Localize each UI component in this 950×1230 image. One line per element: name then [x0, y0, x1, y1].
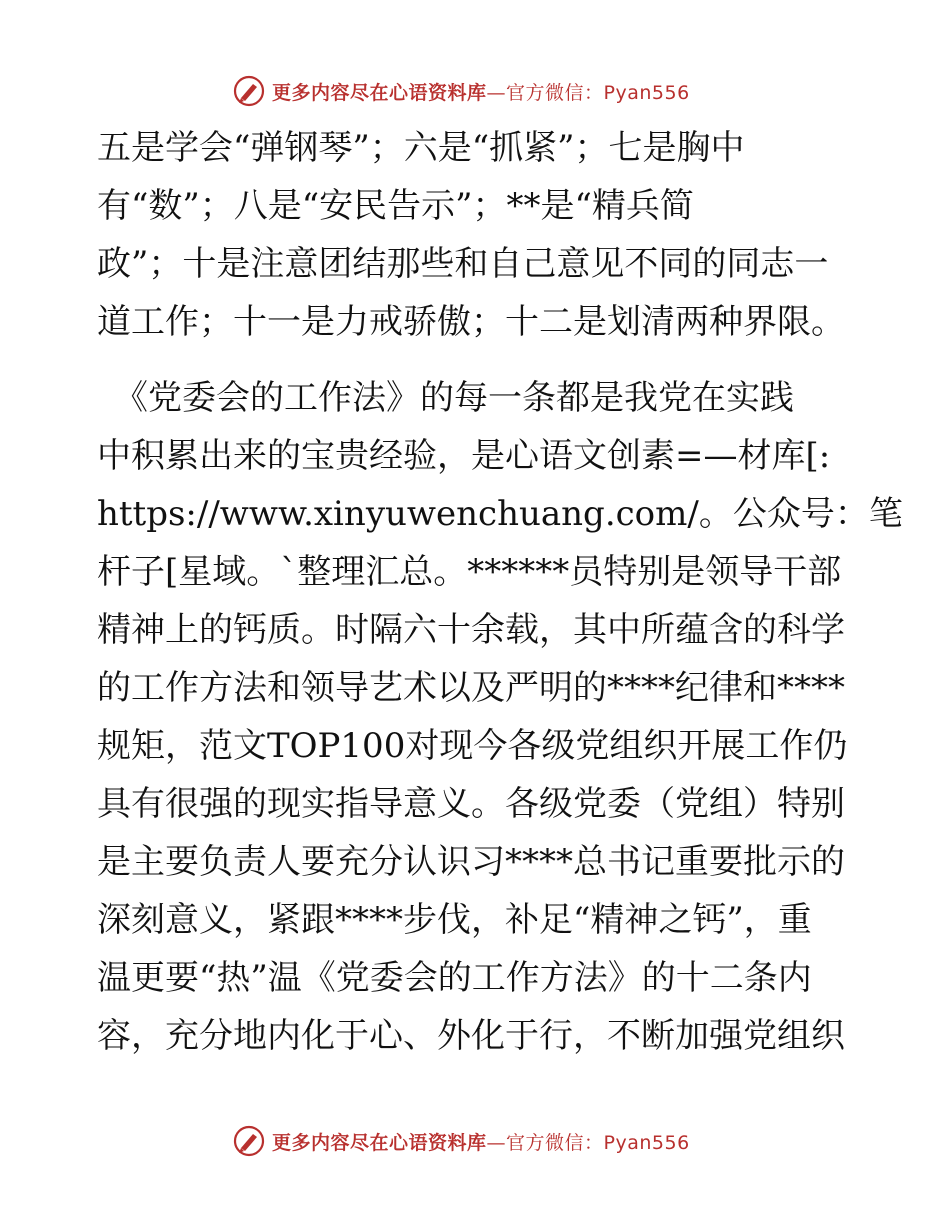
footer-watermark-banner	[0, 1120, 950, 1160]
header-banner-text	[272, 78, 690, 105]
header-banner-separator: —	[486, 82, 507, 104]
paragraph-2	[97, 369, 903, 1065]
document-body	[97, 119, 903, 1065]
text-line: 容，充分地内化于心、外化于行，不断加强党组织	[97, 1016, 845, 1056]
footer-banner-wechat: 官方微信：Pyan556	[506, 1132, 690, 1154]
paragraph-gap	[97, 351, 857, 369]
paragraph-1	[97, 119, 857, 351]
text-line: 深刻意义，紧跟****步伐，补足“精神之钙”，重	[97, 900, 812, 940]
text-line: 温更要“热”温《党委会的工作方法》的十二条内	[97, 958, 812, 998]
footer-banner-title: 更多内容尽在心语资料库	[272, 1132, 487, 1154]
footer-banner-text	[272, 1128, 690, 1155]
text-line: 《党委会的工作法》的每一条都是我党在实践	[97, 378, 794, 418]
text-line: 具有很强的现实指导意义。各级党委（党组）特别	[97, 784, 845, 824]
pen-logo-icon	[232, 1124, 266, 1158]
header-banner-wechat: 官方微信：Pyan556	[506, 82, 690, 104]
footer-banner-separator: —	[486, 1132, 507, 1154]
text-line: 杆子[星域。`整理汇总。******员特别是领导干部	[97, 552, 842, 592]
text-line: 精神上的钙质。时隔六十余载，其中所蕴含的科学	[97, 610, 845, 650]
pen-logo-icon	[232, 74, 266, 108]
header-banner-title: 更多内容尽在心语资料库	[272, 82, 487, 104]
text-line: 的工作方法和领导艺术以及严明的****纪律和****	[97, 668, 845, 708]
text-line: 政”；十是注意团结那些和自己意见不同的同志一	[97, 244, 829, 284]
text-line: https://www.xinyuwenchuang.com/。公众号：笔	[97, 494, 903, 534]
text-line: 规矩，范文TOP100对现今各级党组织开展工作仍	[97, 726, 848, 766]
text-line: 中积累出来的宝贵经验，是心语文创素=—材库[:	[97, 436, 831, 476]
text-line: 是主要负责人要充分认识习****总书记重要批示的	[97, 842, 845, 882]
text-line: 道工作；十一是力戒骄傲；十二是划清两种界限。	[97, 302, 845, 342]
text-line: 有“数”；八是“安民告示”；**是“精兵简	[97, 186, 694, 226]
header-watermark-banner	[0, 70, 950, 110]
text-line: 五是学会“弹钢琴”；六是“抓紧”；七是胸中	[97, 128, 745, 168]
